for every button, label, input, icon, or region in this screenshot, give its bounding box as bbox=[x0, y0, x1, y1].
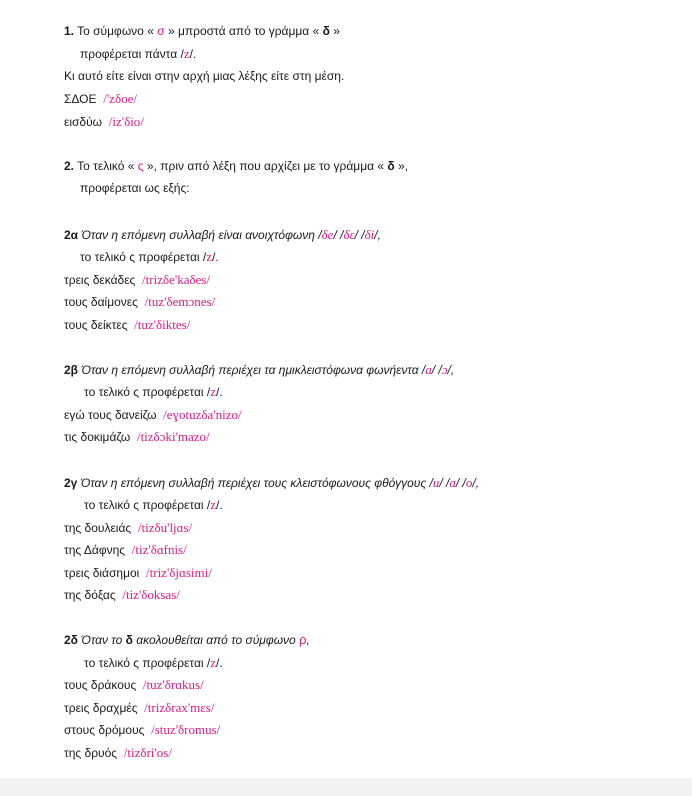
text: /. bbox=[216, 656, 223, 670]
text: / / bbox=[333, 228, 344, 242]
ipa: z bbox=[210, 497, 217, 512]
example-ipa: tuz'δemɔnes bbox=[148, 294, 212, 309]
section-2-line-2: προφέρεται ως εξής: bbox=[80, 181, 190, 195]
section-number: 2. bbox=[64, 159, 75, 173]
text: το τελικό ς προφέρεται / bbox=[84, 385, 211, 399]
ipa: z bbox=[183, 46, 190, 61]
section-2a-heading bbox=[64, 227, 381, 242]
text: /, bbox=[472, 476, 480, 490]
delta-letter: δ bbox=[387, 159, 395, 173]
example-word: τις δοκιμάζω bbox=[64, 430, 131, 444]
example-word: της δόξας bbox=[64, 588, 116, 602]
text: Όταν η επόμενη συλλαβή είναι ανοιχτόφωνη / bbox=[78, 228, 322, 242]
example-word: τους δράκους bbox=[64, 678, 137, 692]
section-2d-heading bbox=[64, 632, 310, 647]
ipa: ɑ bbox=[449, 475, 456, 490]
delta-letter: δ bbox=[125, 633, 133, 647]
example-ipa: triz'δjɑsimi bbox=[149, 565, 209, 580]
section-number: 1. bbox=[64, 24, 75, 38]
text: / / bbox=[439, 476, 450, 490]
page-bottom-band bbox=[0, 778, 692, 796]
example-word: της δρυός bbox=[64, 746, 118, 760]
example-word: της Δάφνης bbox=[64, 543, 126, 557]
section-number: 2δ bbox=[64, 633, 78, 647]
text: /, bbox=[374, 228, 381, 242]
text: το τελικό ς προφέρεται / bbox=[80, 250, 207, 264]
ipa: z bbox=[210, 384, 217, 399]
section-1-line-2 bbox=[80, 46, 196, 61]
example-row: τους δράκους /tuz'δrɑkus/ bbox=[64, 677, 204, 692]
example-ipa: tiz'δoksas bbox=[125, 587, 177, 602]
section-number: 2β bbox=[64, 363, 78, 377]
example-ipa: stuz'δromus bbox=[154, 722, 217, 737]
example-ipa: trizδrax'mɛs bbox=[147, 700, 211, 715]
example-row: τρεις διάσημοι /triz'δjɑsimi/ bbox=[64, 565, 212, 580]
ipa: z bbox=[206, 249, 213, 264]
text: », πριν από λέξη που αρχίζει με το γράμμα « bbox=[143, 159, 388, 173]
final-sigma-letter: ς bbox=[137, 159, 144, 173]
text: ακολουθείται από το σύμφωνο bbox=[132, 633, 300, 647]
text: », bbox=[394, 159, 409, 173]
example-word: εγώ τους δανείζω bbox=[64, 408, 157, 422]
example-row: της δόξας /tiz'δoksas/ bbox=[64, 587, 180, 602]
ipa: u bbox=[432, 475, 440, 490]
rho-letter: ρ bbox=[299, 632, 307, 647]
section-2a-line-2 bbox=[80, 249, 219, 264]
section-number: 2α bbox=[64, 228, 79, 242]
text: , bbox=[306, 633, 310, 647]
example-row: τις δοκιμάζω /tizδɔki'mazo/ bbox=[64, 429, 210, 444]
text: / / bbox=[455, 476, 466, 490]
example-ipa: tuz'δrɑkus bbox=[146, 677, 201, 692]
example-word: τους δαίμονες bbox=[64, 295, 138, 309]
example-row: τρεις δεκάδες /trizδe'kaδes/ bbox=[64, 272, 211, 287]
example-ipa: tiz'δɑfnis bbox=[135, 542, 184, 557]
section-2-heading bbox=[64, 159, 408, 174]
example-word: τρεις διάσημοι bbox=[64, 566, 140, 580]
sigma-letter: σ bbox=[157, 24, 165, 38]
example-row: τους δείκτες /tuz'δiktes/ bbox=[64, 317, 191, 332]
example-word: τους δείκτες bbox=[64, 318, 128, 332]
example-word: τρεις δραχμές bbox=[64, 701, 138, 715]
example-ipa: tizδu'ljɑs bbox=[141, 520, 189, 535]
example-row: ΣΔΟΕ /'zδoe/ bbox=[64, 91, 137, 106]
example-ipa: trizδe'kaδes bbox=[145, 272, 207, 287]
example-row: της δρυός /tizδri'os/ bbox=[64, 745, 172, 760]
ipa: δi bbox=[364, 227, 375, 242]
section-2d-line-2 bbox=[84, 655, 223, 670]
text: Το τελικό « bbox=[74, 159, 138, 173]
example-row: εγώ τους δανείζω /eɣotuzδa'nizo/ bbox=[64, 407, 242, 422]
text: Όταν η επόμενη συλλαβή περιέχει τα ημικλειστόφωνα φωνήεντα / bbox=[78, 363, 426, 377]
example-ipa: tizδri'os bbox=[127, 745, 169, 760]
example-row: στους δρόμους /stuz'δromus/ bbox=[64, 722, 221, 737]
text: προφέρεται πάντα / bbox=[80, 47, 184, 61]
ipa: o bbox=[465, 475, 473, 490]
section-1-heading bbox=[64, 24, 340, 39]
section-number: 2γ bbox=[64, 476, 78, 490]
section-2c-line-2 bbox=[84, 497, 223, 512]
example-ipa: 'zδoe bbox=[106, 91, 134, 106]
ipa: ɔ bbox=[441, 362, 448, 377]
ipa: z bbox=[210, 655, 217, 670]
example-word: ΣΔΟΕ bbox=[64, 92, 97, 106]
text: /. bbox=[216, 385, 223, 399]
text: /, bbox=[447, 363, 455, 377]
text: /. bbox=[189, 47, 197, 61]
text: /. bbox=[212, 250, 219, 264]
ipa: δe bbox=[321, 227, 334, 242]
example-word: στους δρόμους bbox=[64, 723, 145, 737]
section-1-line-3: Κι αυτό είτε είναι στην αρχή μιας λέξης είτε στη μέση. bbox=[64, 69, 345, 83]
example-row: τρεις δραχμές /trizδrax'mɛs/ bbox=[64, 700, 215, 715]
section-2b-heading bbox=[64, 362, 454, 377]
example-row: της Δάφνης /tiz'δɑfnis/ bbox=[64, 542, 187, 557]
delta-letter: δ bbox=[322, 24, 330, 38]
example-row: της δουλειάς /tizδu'ljɑs/ bbox=[64, 520, 193, 535]
section-2c-heading bbox=[64, 475, 479, 490]
text: το τελικό ς προφέρεται / bbox=[84, 656, 211, 670]
text: / / bbox=[354, 228, 365, 242]
example-word: της δουλειάς bbox=[64, 521, 132, 535]
text: » μπροστά από το γράμμα « bbox=[164, 24, 323, 38]
text: / / bbox=[431, 363, 442, 377]
example-ipa: iz'δio bbox=[112, 114, 141, 129]
text: Όταν η επόμενη συλλαβή περιέχει τους κλειστόφωνους φθόγγους / bbox=[77, 476, 433, 490]
example-word: τρεις δεκάδες bbox=[64, 273, 136, 287]
example-ipa: tizδɔki'mazo bbox=[140, 429, 207, 444]
text: /. bbox=[216, 498, 223, 512]
example-ipa: eɣotuzδa'nizo bbox=[166, 407, 239, 422]
section-2b-line-2 bbox=[84, 384, 223, 399]
example-row: τους δαίμονες /tuz'δemɔnes/ bbox=[64, 294, 216, 309]
text: Όταν το bbox=[77, 633, 126, 647]
ipa: a bbox=[425, 362, 432, 377]
text: » bbox=[329, 24, 340, 38]
text: Το σύμφωνο « bbox=[74, 24, 158, 38]
text: το τελικό ς προφέρεται / bbox=[84, 498, 211, 512]
example-ipa: tuz'δiktes bbox=[137, 317, 187, 332]
example-row: εισδύω /iz'δio/ bbox=[64, 114, 144, 129]
example-word: εισδύω bbox=[64, 115, 103, 129]
ipa: δε bbox=[343, 227, 355, 242]
